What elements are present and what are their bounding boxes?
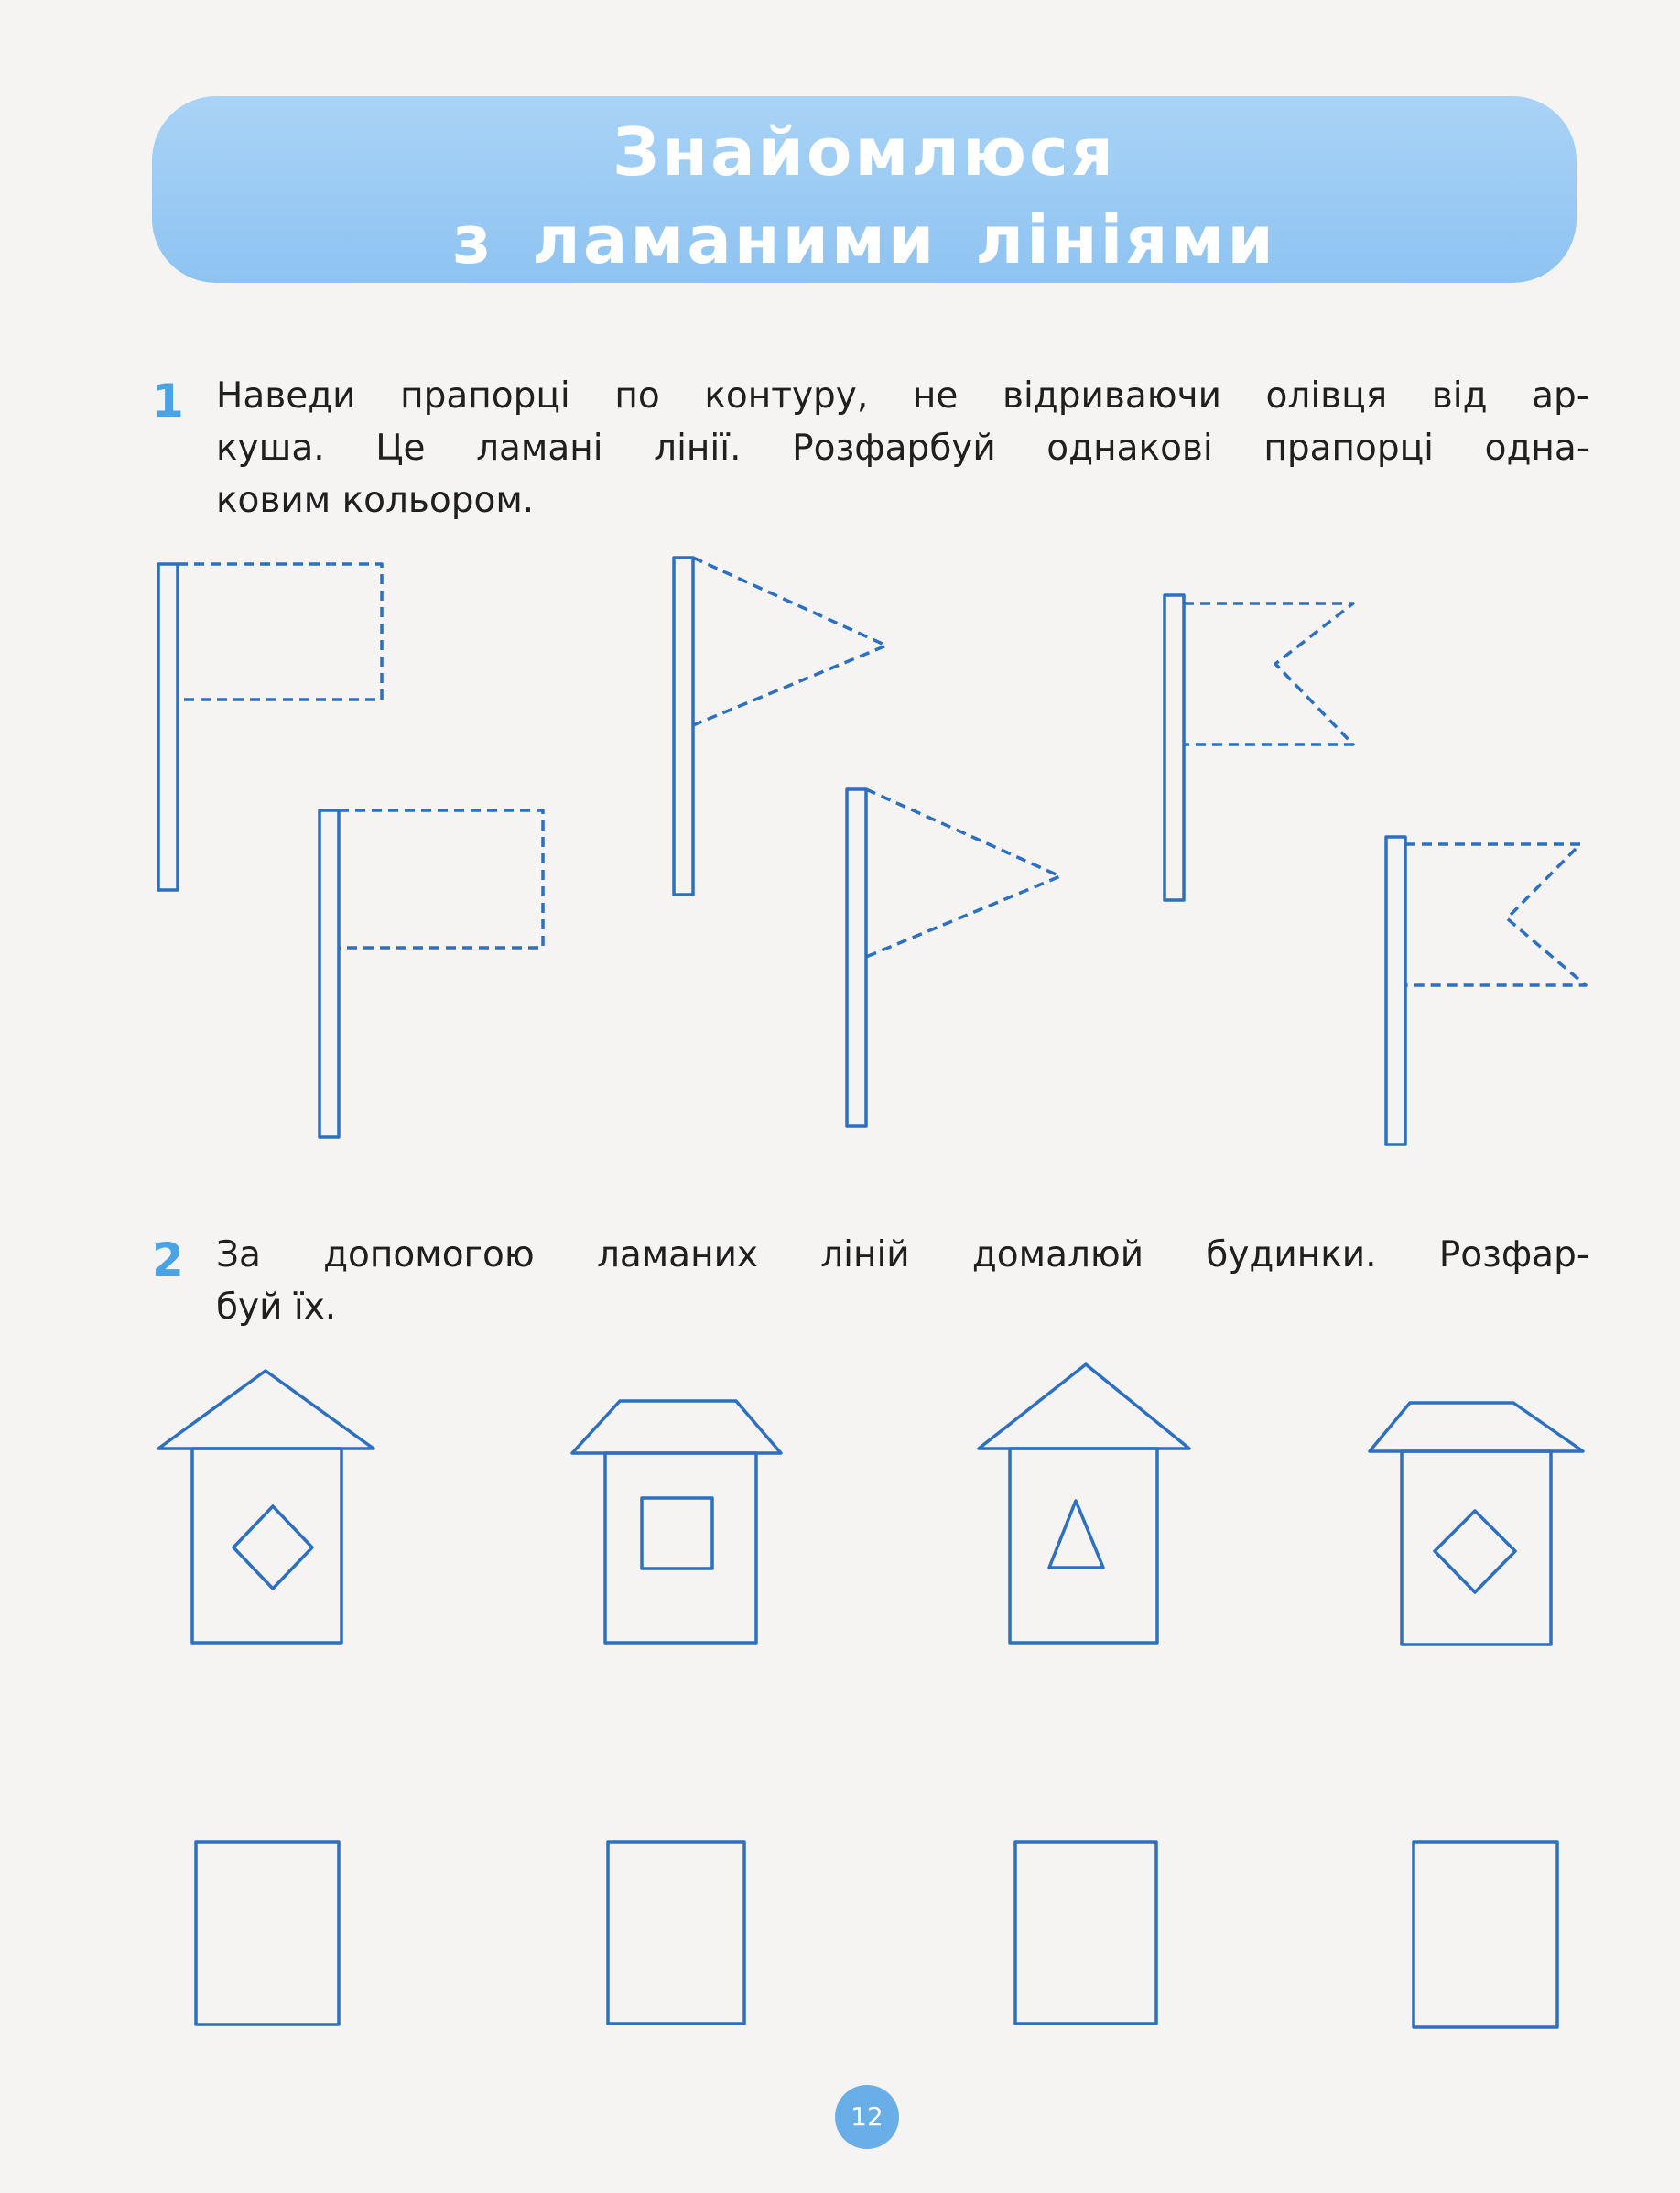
house-wall bbox=[605, 1453, 756, 1643]
word: прапорці bbox=[400, 375, 570, 417]
flag-pole bbox=[847, 789, 866, 1126]
word: будинки. bbox=[1206, 1234, 1377, 1276]
triangle-window bbox=[1049, 1501, 1103, 1568]
house-roof bbox=[158, 1371, 374, 1449]
word: Це bbox=[375, 428, 426, 469]
flag-cloth-dashed bbox=[693, 558, 886, 725]
diamond-window bbox=[1435, 1511, 1515, 1592]
word: Розфар- bbox=[1438, 1234, 1589, 1276]
word: ламані bbox=[476, 428, 603, 469]
word: контуру, bbox=[704, 375, 869, 417]
flag-cloth-dashed bbox=[1405, 844, 1586, 985]
house-wall bbox=[1402, 1451, 1551, 1645]
flag-cloth-dashed bbox=[339, 810, 543, 948]
flag-swallowtail-2 bbox=[1386, 837, 1586, 1145]
word: куша. bbox=[216, 428, 325, 469]
task-1-number: 1 bbox=[152, 375, 184, 428]
house-roof bbox=[1370, 1403, 1583, 1451]
flag-rectangular-2 bbox=[320, 810, 543, 1137]
flag-triangular-1 bbox=[674, 558, 886, 895]
word: відриваючи bbox=[1002, 375, 1221, 417]
flag-cloth-dashed bbox=[178, 564, 382, 700]
word: домалюй bbox=[971, 1234, 1144, 1276]
flag-cloth-dashed bbox=[1184, 603, 1353, 744]
task-2-line-2: буй їх. bbox=[216, 1286, 337, 1328]
page-title-line-1: Знайомлюся bbox=[612, 114, 1116, 190]
word: прапорці bbox=[1263, 428, 1435, 469]
flag-pole bbox=[320, 810, 339, 1137]
house-base-2 bbox=[608, 1842, 744, 2024]
word: Розфарбуй bbox=[792, 428, 996, 469]
house-base-1 bbox=[196, 1842, 339, 2025]
flag-triangular-2 bbox=[847, 789, 1060, 1126]
house-wall bbox=[1010, 1449, 1157, 1643]
flag-swallowtail-1 bbox=[1165, 595, 1353, 900]
square-window bbox=[642, 1498, 712, 1569]
word: по bbox=[614, 375, 660, 417]
word: однакові bbox=[1046, 428, 1213, 469]
word: одна- bbox=[1484, 428, 1589, 469]
house-triangle-window bbox=[979, 1364, 1189, 1643]
diamond-window bbox=[233, 1506, 312, 1589]
task-1-line-3: ковим кольором. bbox=[216, 480, 535, 521]
flag-pole bbox=[1386, 837, 1405, 1145]
flag-pole bbox=[1165, 595, 1184, 900]
word: За bbox=[216, 1234, 261, 1276]
word: Наведи bbox=[216, 375, 356, 417]
house-wall bbox=[192, 1449, 341, 1643]
flag-pole bbox=[158, 564, 178, 890]
house-base-4 bbox=[1414, 1842, 1557, 2027]
word: ламаних bbox=[596, 1234, 759, 1276]
word: від bbox=[1431, 375, 1488, 417]
flag-pole bbox=[674, 558, 693, 895]
page-number-badge: 12 bbox=[835, 2085, 899, 2149]
page-title-line-2: з ламаними лініями bbox=[452, 201, 1276, 278]
flag-cloth-dashed bbox=[866, 789, 1060, 957]
house-roof bbox=[979, 1364, 1189, 1449]
house-square-window bbox=[572, 1401, 781, 1643]
word: допомогою bbox=[323, 1234, 535, 1276]
word: не bbox=[912, 375, 959, 417]
word: ар- bbox=[1532, 375, 1589, 417]
word: олівця bbox=[1265, 375, 1388, 417]
house-roof bbox=[572, 1401, 781, 1453]
task-2-number: 2 bbox=[152, 1233, 184, 1286]
house-base-3 bbox=[1015, 1842, 1156, 2024]
word: лінії. bbox=[654, 428, 742, 469]
flag-rectangular-1 bbox=[158, 564, 382, 890]
house-diamond-window-2 bbox=[1370, 1403, 1583, 1645]
house-diamond-window-1 bbox=[158, 1371, 374, 1643]
word: ліній bbox=[820, 1234, 910, 1276]
